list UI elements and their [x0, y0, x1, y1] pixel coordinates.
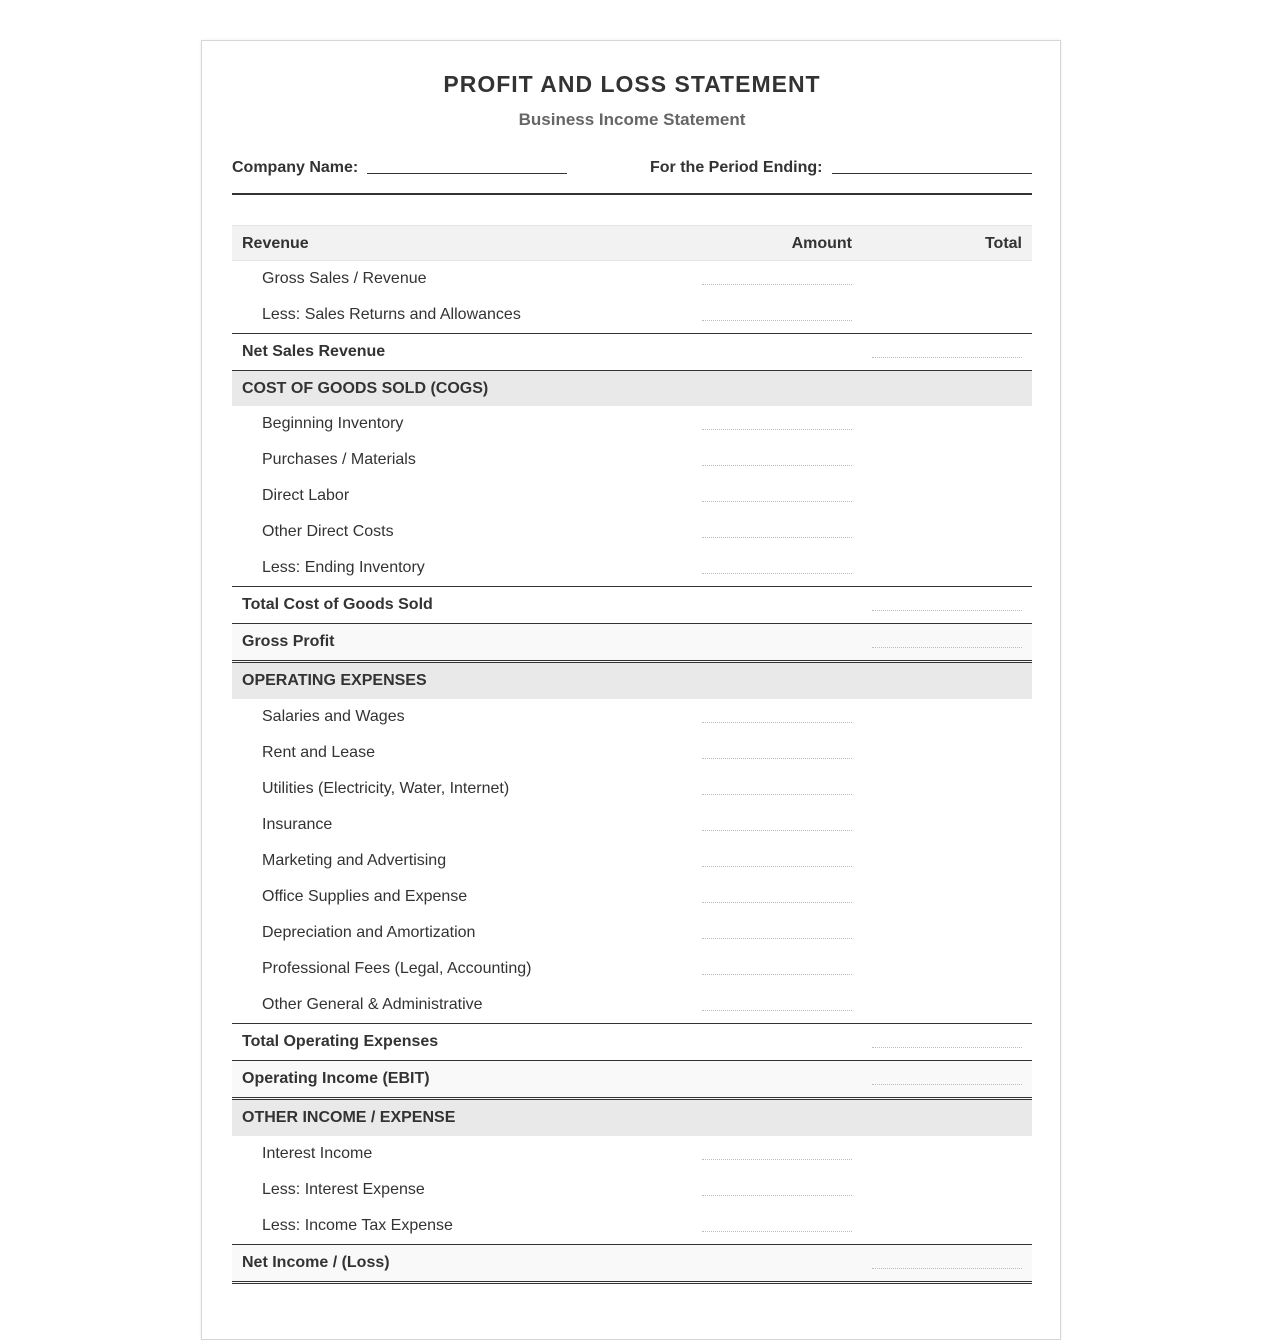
- amount-field[interactable]: [702, 284, 852, 285]
- line-item-row: [232, 442, 1032, 478]
- total-cogs-row: [232, 586, 1032, 623]
- total-field[interactable]: [872, 1084, 1022, 1085]
- period-ending-field[interactable]: [832, 173, 1032, 174]
- other-header-row: [232, 1100, 1032, 1136]
- amount-field[interactable]: [702, 501, 852, 502]
- amount-field[interactable]: [702, 1231, 852, 1232]
- line-item-label: Less: Ending Inventory: [262, 559, 425, 576]
- gross-profit-row: [232, 623, 1032, 663]
- opex-heading: OPERATING EXPENSES: [242, 672, 427, 689]
- amount-field[interactable]: [702, 830, 852, 831]
- line-item-label: Professional Fees (Legal, Accounting): [262, 960, 532, 977]
- total-field[interactable]: [872, 610, 1022, 611]
- line-item-row: [232, 843, 1032, 879]
- line-item-label: Purchases / Materials: [262, 451, 416, 468]
- net-income-label: Net Income / (Loss): [242, 1254, 390, 1271]
- opex-header-row: [232, 663, 1032, 699]
- line-item-label: Less: Interest Expense: [262, 1181, 425, 1198]
- period-ending-label: For the Period Ending:: [650, 159, 823, 176]
- operating-income-row: [232, 1060, 1032, 1100]
- line-item-label: Marketing and Advertising: [262, 852, 447, 869]
- operating-income-label: Operating Income (EBIT): [242, 1070, 430, 1087]
- line-item-label: Salaries and Wages: [262, 708, 405, 725]
- amount-field[interactable]: [702, 573, 852, 574]
- line-item-row: [232, 879, 1032, 915]
- line-item-label: Insurance: [262, 816, 333, 833]
- amount-field[interactable]: [702, 465, 852, 466]
- cogs-header-row: [232, 370, 1032, 406]
- page-title: PROFIT AND LOSS STATEMENT: [443, 71, 821, 97]
- revenue-header-row: [232, 225, 1032, 261]
- total-field[interactable]: [872, 1047, 1022, 1048]
- company-name-label: Company Name:: [232, 159, 359, 176]
- total-opex-row: [232, 1023, 1032, 1060]
- meta-row: [232, 159, 1032, 181]
- line-item-label: Rent and Lease: [262, 744, 375, 761]
- line-item-label: Other General & Administrative: [262, 996, 483, 1013]
- line-item-label: Less: Income Tax Expense: [262, 1217, 453, 1234]
- amount-field[interactable]: [702, 1010, 852, 1011]
- statement-page: [201, 40, 1061, 1340]
- amount-field[interactable]: [702, 722, 852, 723]
- line-item-row: [232, 406, 1032, 442]
- line-item-row: [232, 478, 1032, 514]
- line-item-row: [232, 550, 1032, 586]
- amount-field[interactable]: [702, 429, 852, 430]
- net-sales-label: Net Sales Revenue: [242, 343, 386, 360]
- amount-field[interactable]: [702, 866, 852, 867]
- line-item-row: [232, 807, 1032, 843]
- pl-table: [232, 225, 1032, 1284]
- line-item-row: [232, 771, 1032, 807]
- amount-column-header: Amount: [791, 235, 852, 252]
- line-item-label: Less: Sales Returns and Allowances: [262, 306, 521, 323]
- line-item-row: [232, 1208, 1032, 1244]
- gross-profit-label: Gross Profit: [242, 633, 335, 650]
- cogs-heading: COST OF GOODS SOLD (COGS): [242, 380, 489, 397]
- total-field[interactable]: [872, 1268, 1022, 1269]
- amount-field[interactable]: [702, 1195, 852, 1196]
- other-heading: OTHER INCOME / EXPENSE: [242, 1109, 456, 1126]
- header-divider: [232, 193, 1032, 195]
- line-item-label: Direct Labor: [262, 487, 350, 504]
- line-item-row: [232, 699, 1032, 735]
- revenue-heading: Revenue: [242, 235, 309, 252]
- line-item-label: Office Supplies and Expense: [262, 888, 468, 905]
- amount-field[interactable]: [702, 938, 852, 939]
- net-sales-row: [232, 333, 1032, 370]
- amount-field[interactable]: [702, 794, 852, 795]
- line-item-row: [232, 1172, 1032, 1208]
- total-field[interactable]: [872, 647, 1022, 648]
- line-item-row: [232, 915, 1032, 951]
- line-item-row: [232, 1136, 1032, 1172]
- line-item-label: Interest Income: [262, 1145, 373, 1162]
- amount-field[interactable]: [702, 1159, 852, 1160]
- amount-field[interactable]: [702, 902, 852, 903]
- net-income-row: [232, 1244, 1032, 1284]
- line-item-row: [232, 514, 1032, 550]
- amount-field[interactable]: [702, 320, 852, 321]
- page-subtitle: Business Income Statement: [518, 110, 746, 129]
- amount-field[interactable]: [702, 974, 852, 975]
- amount-field[interactable]: [702, 537, 852, 538]
- total-column-header: Total: [984, 235, 1022, 252]
- line-item-row: [232, 297, 1032, 333]
- total-cogs-label: Total Cost of Goods Sold: [242, 596, 433, 613]
- line-item-row: [232, 951, 1032, 987]
- amount-field[interactable]: [702, 758, 852, 759]
- line-item-label: Beginning Inventory: [262, 415, 404, 432]
- line-item-label: Utilities (Electricity, Water, Internet): [262, 780, 510, 797]
- total-field[interactable]: [872, 357, 1022, 358]
- line-item-row: [232, 987, 1032, 1023]
- line-item-label: Depreciation and Amortization: [262, 924, 476, 941]
- line-item-row: [232, 735, 1032, 771]
- line-item-label: Gross Sales / Revenue: [262, 270, 427, 287]
- line-item-label: Other Direct Costs: [262, 523, 394, 540]
- company-name-field[interactable]: [367, 173, 567, 174]
- total-opex-label: Total Operating Expenses: [242, 1033, 439, 1050]
- line-item-row: [232, 261, 1032, 297]
